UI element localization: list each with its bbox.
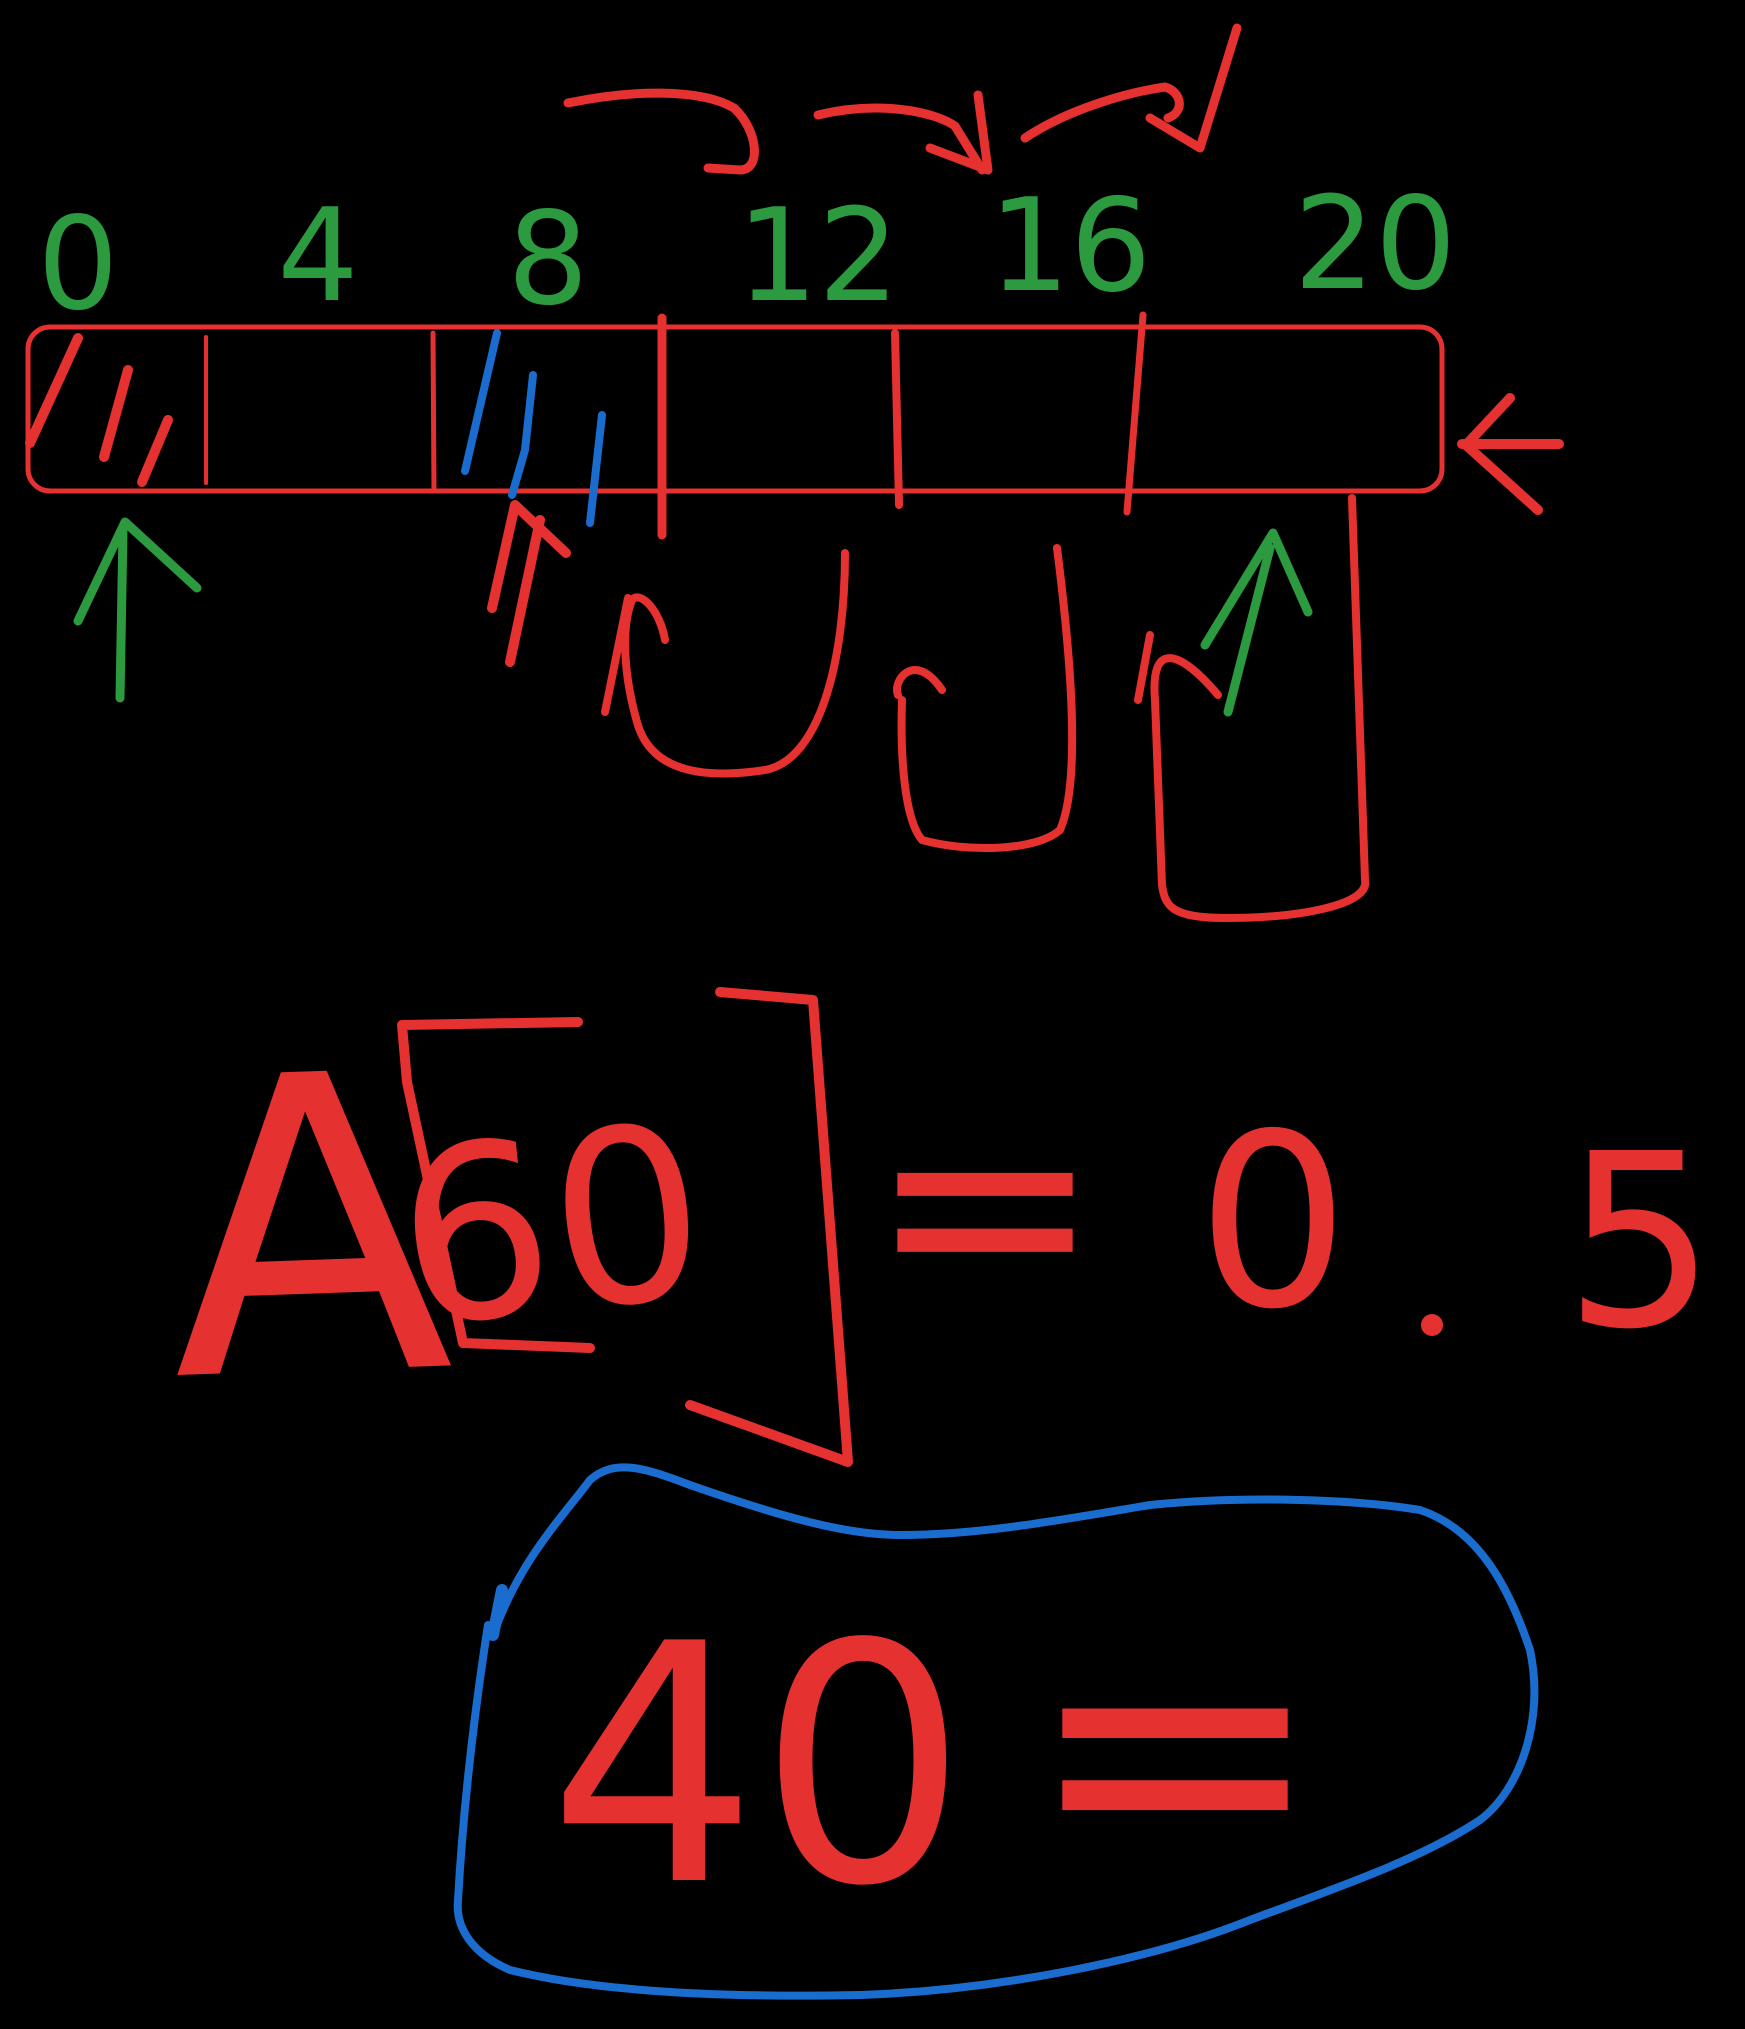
index-label: 8	[507, 185, 589, 334]
index-label: 0	[37, 190, 119, 339]
boxed-expression	[458, 1467, 1535, 1995]
equals-sign: =	[867, 1041, 1103, 1367]
cell-divider	[1127, 315, 1143, 512]
cell-divider	[433, 333, 434, 491]
blue-mark	[590, 415, 602, 523]
jump-arrow	[1025, 87, 1179, 138]
memory-array-diagram	[28, 315, 1559, 535]
green-up-arrow	[78, 522, 197, 698]
blue-marks	[465, 333, 602, 523]
index-label: 12	[736, 182, 900, 331]
bottom-arrows	[78, 498, 1365, 918]
value-zero: 0	[1196, 1082, 1350, 1362]
blue-mark	[512, 375, 533, 495]
array-index: 60	[384, 1071, 718, 1382]
boxed-equals: =	[1024, 1538, 1326, 1957]
index-label: 16	[988, 172, 1152, 321]
top-jump-arrows	[568, 28, 1237, 170]
cell-dividers	[206, 315, 1143, 535]
array-name: A	[160, 984, 458, 1473]
memory-array-outline	[28, 327, 1442, 491]
green-up-arrow-right	[1205, 533, 1308, 712]
index-label: 20	[1293, 170, 1457, 319]
first-cell-hatch	[30, 338, 168, 482]
red-up-arrow	[492, 505, 566, 662]
blue-mark	[465, 333, 497, 471]
blue-enclosure-tail	[493, 1590, 502, 1635]
cell-divider	[895, 333, 899, 505]
boxed-number: 40	[548, 1574, 968, 1958]
hatch-mark	[104, 370, 128, 457]
u-arrow	[605, 553, 845, 774]
right-arrow	[1462, 398, 1559, 510]
index-labels	[37, 170, 1456, 339]
value-five: 5	[1563, 1102, 1717, 1382]
close-bracket	[690, 992, 848, 1462]
array-expression	[161, 985, 1717, 1473]
hatch-mark	[142, 420, 168, 482]
hatch-mark	[30, 338, 78, 443]
decimal-point	[1421, 1314, 1443, 1336]
u-arrow	[897, 548, 1072, 848]
jump-arrow	[568, 93, 754, 170]
index-label: 4	[277, 182, 359, 331]
